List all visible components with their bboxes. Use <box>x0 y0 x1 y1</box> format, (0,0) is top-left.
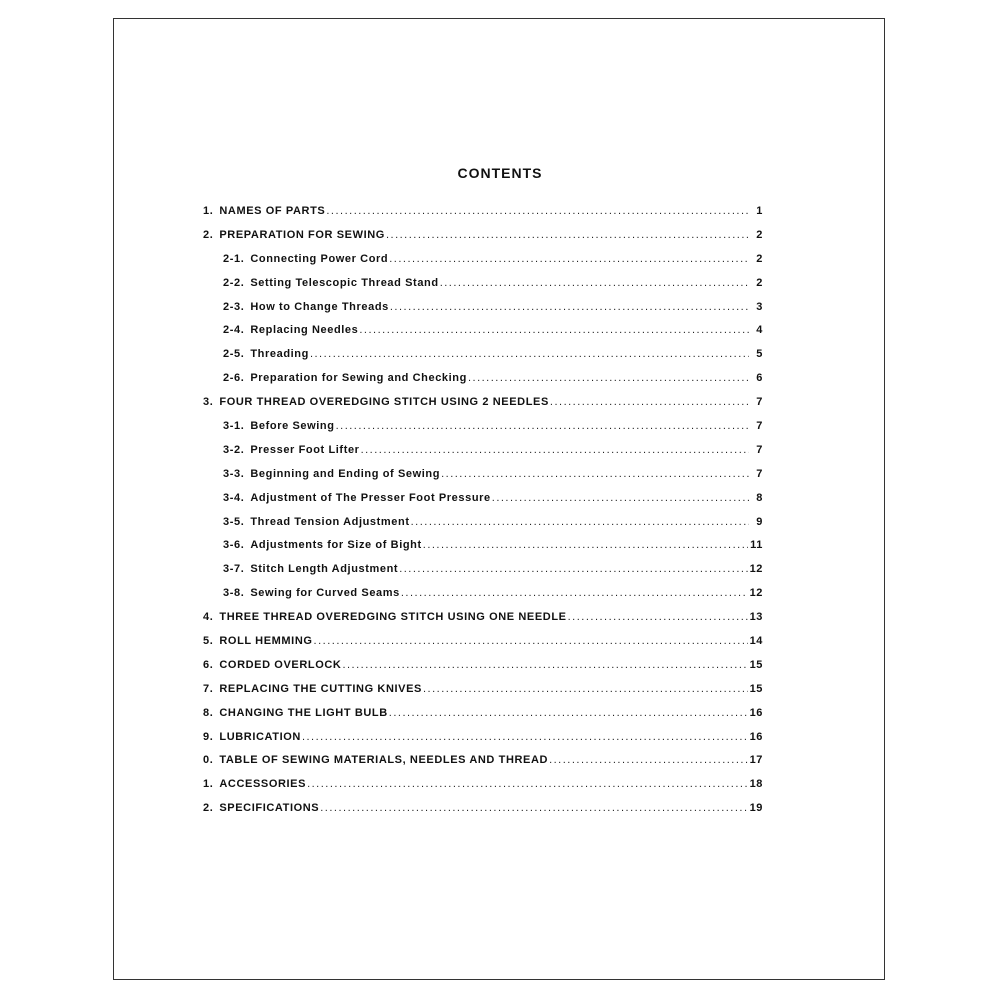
table-of-contents <box>203 199 763 820</box>
toc-entry-page-number: 11 <box>750 539 763 552</box>
toc-entry-number: 2-4. <box>223 324 245 337</box>
toc-entry <box>203 438 763 462</box>
toc-entry <box>203 605 763 629</box>
toc-entry-number: 2-3. <box>223 300 245 313</box>
toc-dot-leader <box>399 562 747 576</box>
toc-entry-label: FOUR THREAD OVEREDGING STITCH USING 2 NEEDLES <box>219 396 549 409</box>
toc-dot-leader <box>342 658 747 672</box>
toc-entry-label: REPLACING THE CUTTING KNIVES <box>219 682 422 695</box>
toc-dot-leader <box>336 419 749 433</box>
toc-entry <box>203 366 763 390</box>
toc-entry-label: ROLL HEMMING <box>219 634 313 647</box>
toc-entry <box>203 581 763 605</box>
toc-entry-label: Adjustment of The Presser Foot Pressure <box>250 491 491 504</box>
toc-entry-page-number: 5 <box>756 348 763 361</box>
toc-entry-label: Beginning and Ending of Sewing <box>250 467 441 480</box>
toc-entry-page-number: 13 <box>749 611 763 624</box>
toc-entry-label: PREPARATION FOR SEWING <box>219 228 385 241</box>
toc-entry <box>203 318 763 342</box>
toc-entry-label: Presser Foot Lifter <box>250 443 360 456</box>
toc-entry-page-number: 1 <box>756 204 763 217</box>
toc-entry-number: 3-4. <box>223 491 245 504</box>
toc-entry-number: 2. <box>203 228 214 241</box>
toc-entry-page-number: 2 <box>756 252 763 265</box>
toc-entry-page-number: 3 <box>756 300 763 313</box>
toc-entry-label: Connecting Power Cord <box>250 252 389 265</box>
toc-entry <box>203 247 763 271</box>
toc-entry-number: 3-3. <box>223 467 245 480</box>
toc-entry-label: Replacing Needles <box>250 324 359 337</box>
toc-entry <box>203 796 763 820</box>
toc-entry <box>203 271 763 295</box>
toc-entry-label: CHANGING THE LIGHT BULB <box>219 706 388 719</box>
toc-entry-page-number: 9 <box>756 515 763 528</box>
toc-entry-page-number: 6 <box>756 372 763 385</box>
toc-entry-page-number: 8 <box>756 491 763 504</box>
toc-entry-label: CORDED OVERLOCK <box>219 658 342 671</box>
toc-dot-leader <box>310 347 749 361</box>
toc-entry-number: 5. <box>203 634 214 647</box>
toc-dot-leader <box>401 586 748 600</box>
toc-entry-number: 2-1. <box>223 252 245 265</box>
toc-entry-page-number: 16 <box>749 706 763 719</box>
toc-dot-leader <box>550 395 749 409</box>
toc-entry-label: Sewing for Curved Seams <box>250 587 400 600</box>
toc-entry-label: TABLE OF SEWING MATERIALS, NEEDLES AND THREAD <box>219 754 549 767</box>
toc-entry <box>203 557 763 581</box>
toc-entry-label: Thread Tension Adjustment <box>250 515 410 528</box>
toc-entry-number: 3-5. <box>223 515 245 528</box>
toc-entry <box>203 390 763 414</box>
toc-dot-leader <box>361 443 749 457</box>
toc-dot-leader <box>423 682 748 696</box>
toc-entry-number: 3-7. <box>223 563 245 576</box>
toc-entry-number: 3-2. <box>223 443 245 456</box>
toc-entry <box>203 629 763 653</box>
toc-entry <box>203 748 763 772</box>
toc-dot-leader <box>568 610 748 624</box>
toc-entry-page-number: 14 <box>749 634 763 647</box>
toc-entry-number: 3-8. <box>223 587 245 600</box>
toc-dot-leader <box>326 204 749 218</box>
toc-entry-page-number: 16 <box>749 730 763 743</box>
toc-dot-leader <box>314 634 748 648</box>
toc-entry <box>203 486 763 510</box>
toc-entry-label: THREE THREAD OVEREDGING STITCH USING ONE NEEDLE <box>219 611 567 624</box>
toc-entry-label: Threading <box>250 348 309 361</box>
toc-dot-leader <box>307 777 748 791</box>
toc-entry-label: Setting Telescopic Thread Stand <box>250 276 439 289</box>
toc-entry-label: How to Change Threads <box>250 300 389 313</box>
toc-entry-number: 6. <box>203 658 214 671</box>
toc-entry-number: 3-1. <box>223 419 245 432</box>
toc-entry-number: 3-6. <box>223 539 245 552</box>
toc-entry-label: NAMES OF PARTS <box>219 204 326 217</box>
toc-dot-leader <box>411 515 749 529</box>
toc-entry-page-number: 4 <box>756 324 763 337</box>
toc-entry <box>203 414 763 438</box>
toc-entry <box>203 462 763 486</box>
toc-entry <box>203 725 763 749</box>
toc-entry-page-number: 17 <box>749 754 763 767</box>
toc-entry-number: 9. <box>203 730 214 743</box>
toc-dot-leader <box>389 252 749 266</box>
toc-dot-leader <box>386 228 749 242</box>
toc-entry <box>203 533 763 557</box>
toc-entry-number: 2-2. <box>223 276 245 289</box>
toc-dot-leader <box>492 491 749 505</box>
toc-entry-number: 3. <box>203 396 214 409</box>
toc-dot-leader <box>320 801 747 815</box>
toc-entry-page-number: 19 <box>749 802 763 815</box>
toc-entry <box>203 772 763 796</box>
toc-entry-page-number: 12 <box>749 563 763 576</box>
toc-dot-leader <box>549 753 748 767</box>
toc-entry-page-number: 2 <box>756 228 763 241</box>
toc-dot-leader <box>441 467 749 481</box>
toc-entry-label: LUBRICATION <box>219 730 301 743</box>
toc-entry-number: 8. <box>203 706 214 719</box>
toc-entry-number: 7. <box>203 682 214 695</box>
toc-dot-leader <box>423 538 748 552</box>
toc-entry <box>203 653 763 677</box>
toc-entry-label: ACCESSORIES <box>219 778 307 791</box>
toc-entry <box>203 342 763 366</box>
toc-entry-page-number: 15 <box>749 682 763 695</box>
contents-title: CONTENTS <box>457 165 543 181</box>
toc-entry-number: 0. <box>203 754 214 767</box>
toc-entry-number: 1. <box>203 778 214 791</box>
toc-entry-number: 1. <box>203 204 214 217</box>
toc-entry <box>203 701 763 725</box>
toc-entry-page-number: 7 <box>756 443 763 456</box>
toc-entry <box>203 295 763 319</box>
toc-entry-page-number: 7 <box>756 396 763 409</box>
toc-entry-number: 2-5. <box>223 348 245 361</box>
toc-entry-number: 2. <box>203 802 214 815</box>
toc-entry-number: 2-6. <box>223 372 245 385</box>
toc-entry-label: Preparation for Sewing and Checking <box>250 372 467 385</box>
toc-entry-label: Before Sewing <box>250 419 335 432</box>
toc-entry-page-number: 7 <box>756 467 763 480</box>
toc-entry-page-number: 18 <box>749 778 763 791</box>
toc-dot-leader <box>468 371 749 385</box>
toc-entry <box>203 510 763 534</box>
toc-dot-leader <box>359 323 749 337</box>
toc-entry-page-number: 15 <box>749 658 763 671</box>
toc-entry <box>203 199 763 223</box>
toc-entry-number: 4. <box>203 611 214 624</box>
toc-entry-page-number: 2 <box>756 276 763 289</box>
toc-entry <box>203 223 763 247</box>
toc-entry <box>203 677 763 701</box>
toc-entry-page-number: 12 <box>749 587 763 600</box>
toc-dot-leader <box>390 300 749 314</box>
toc-dot-leader <box>440 276 749 290</box>
toc-entry-page-number: 7 <box>756 419 763 432</box>
toc-dot-leader <box>302 730 748 744</box>
toc-dot-leader <box>389 706 748 720</box>
toc-entry-label: Adjustments for Size of Bight <box>250 539 422 552</box>
toc-entry-label: SPECIFICATIONS <box>219 802 320 815</box>
toc-entry-label: Stitch Length Adjustment <box>250 563 399 576</box>
